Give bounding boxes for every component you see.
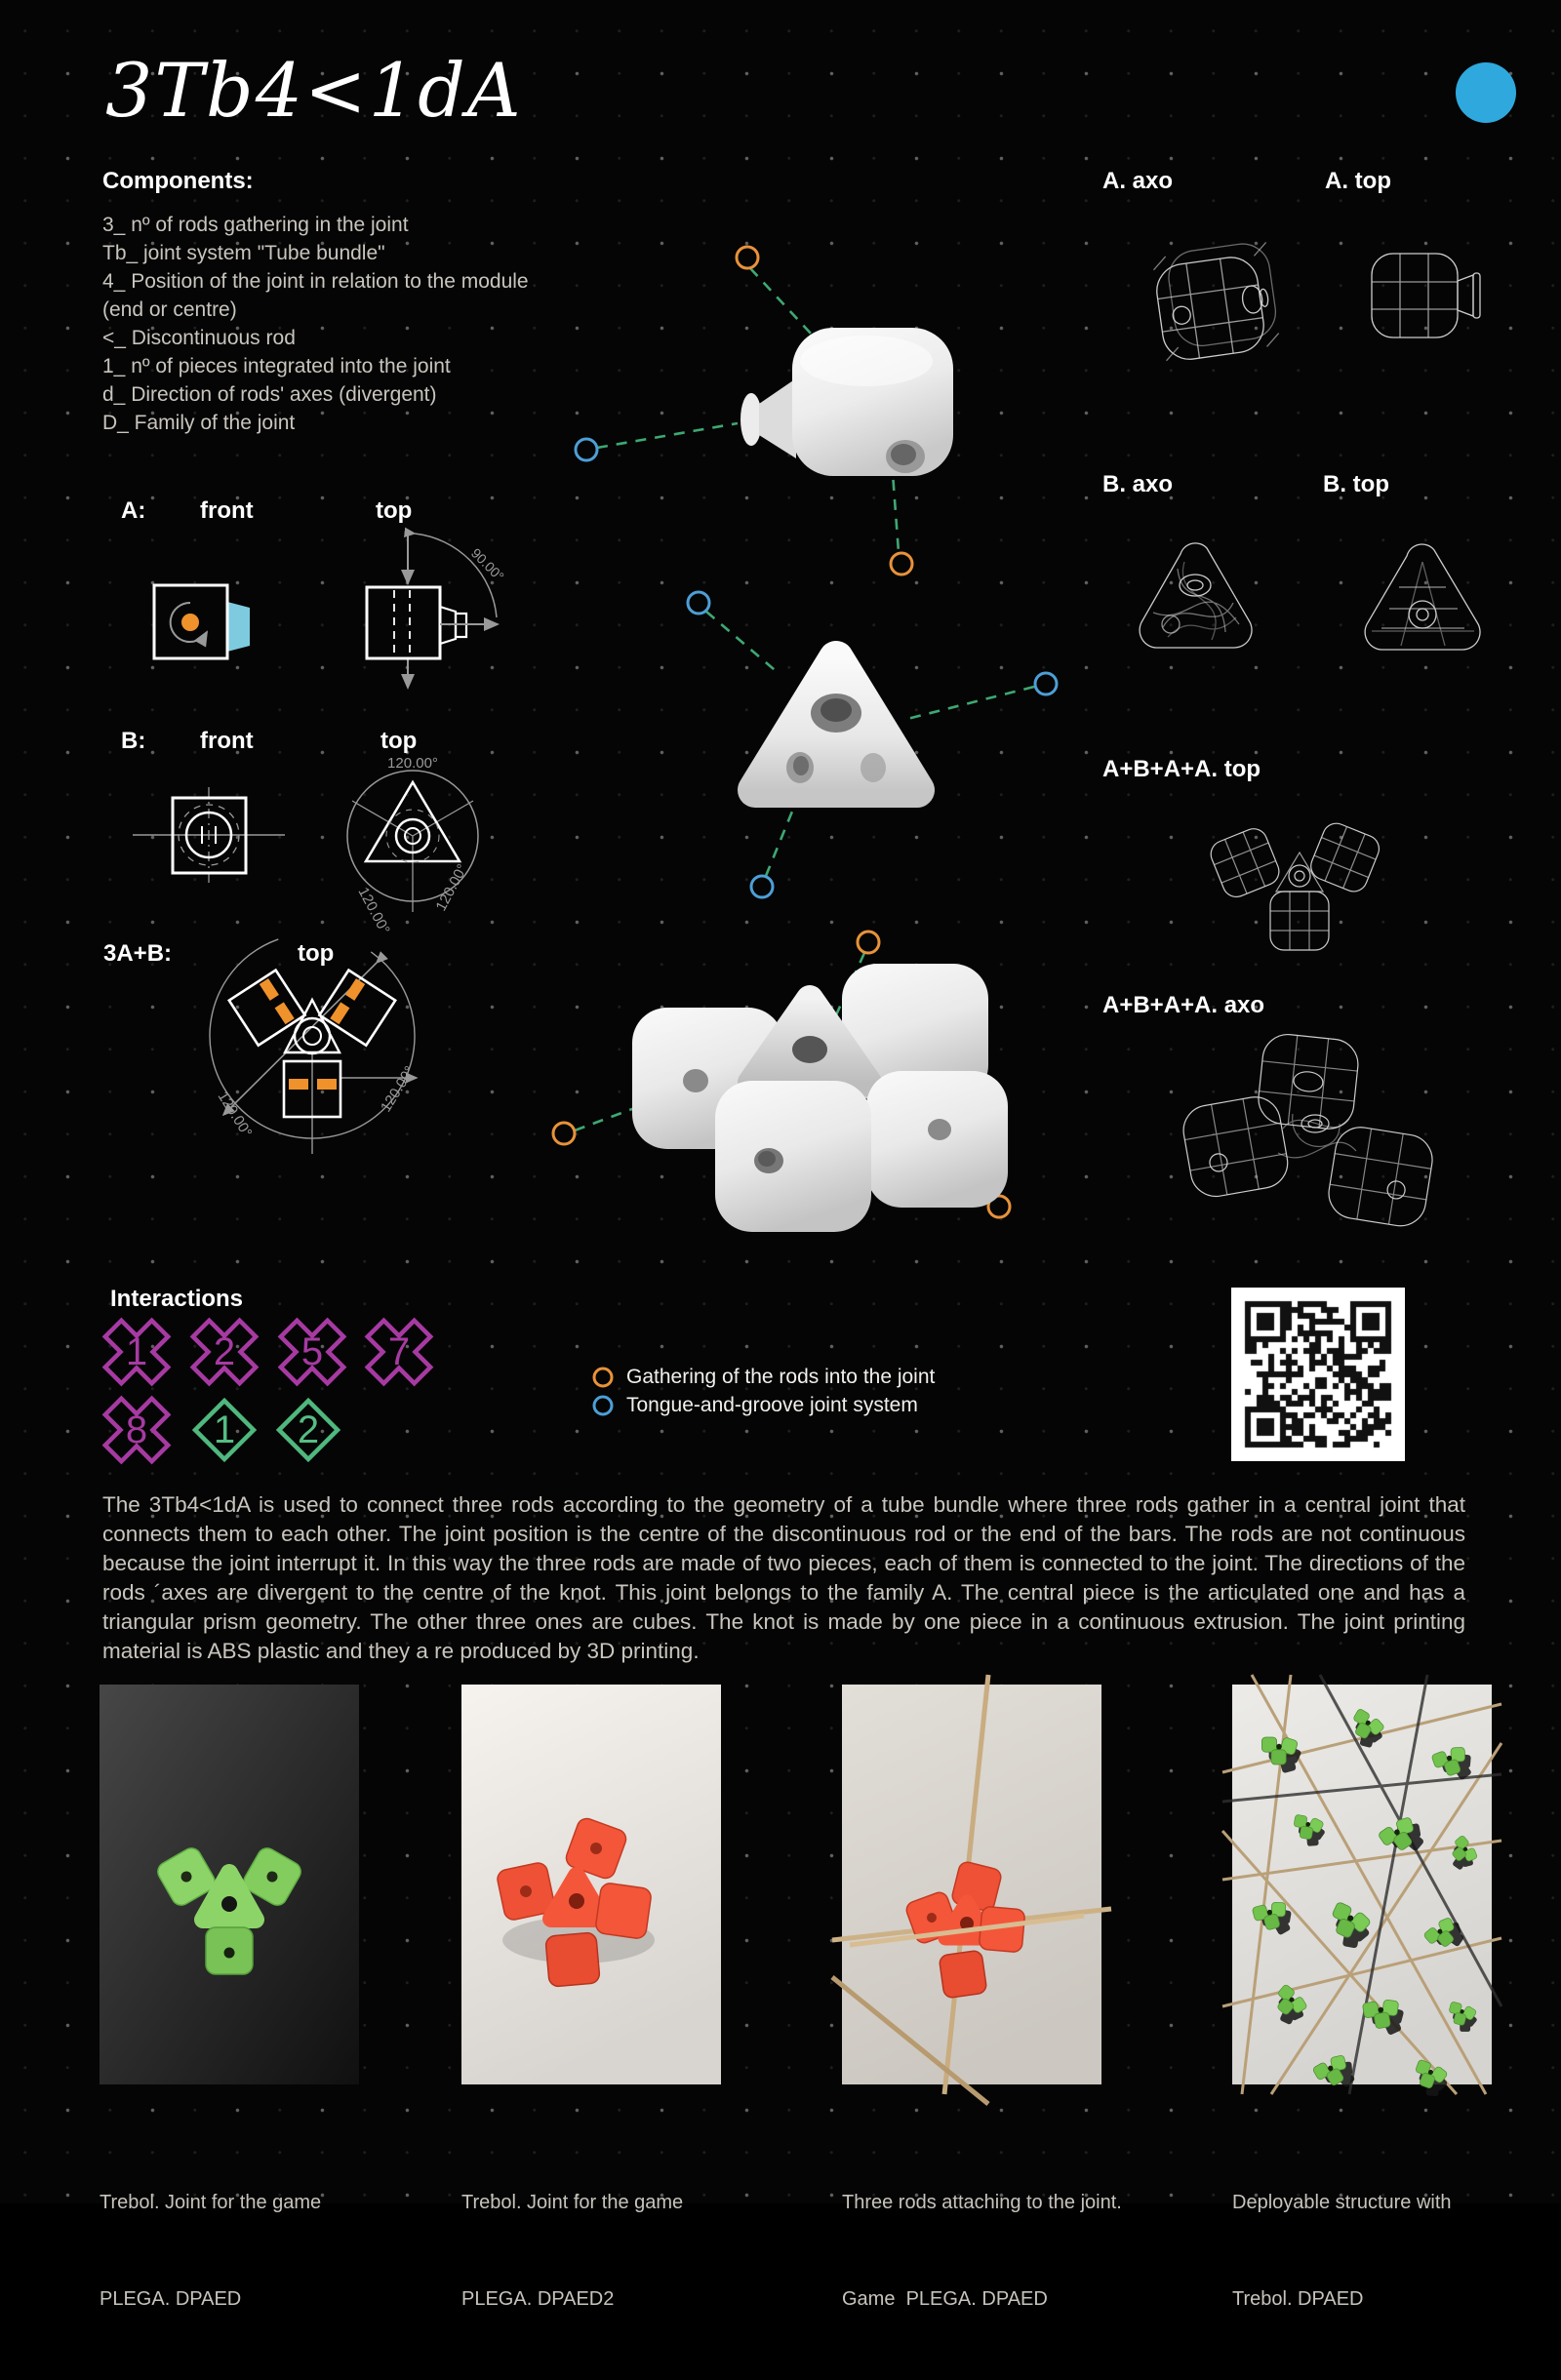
interaction-badge-cross: [101, 1317, 172, 1387]
caption-line: Deployable structure with: [1232, 2192, 1452, 2213]
view-label-b-top: B. top: [1323, 471, 1389, 497]
interaction-badge-diamond: [189, 1395, 260, 1465]
photo-trebol-orange: [461, 1685, 721, 2084]
tongue-groove-node-icon: [688, 592, 709, 614]
angle-label: 120.00°: [432, 861, 471, 914]
drawing-3ab-top-label: top: [298, 940, 335, 967]
legend-label: Tongue-and-groove joint system: [626, 1394, 918, 1416]
list-item: 1_ nº of pieces integrated into the joint: [102, 355, 451, 377]
angle-label: 120.00°: [214, 1089, 256, 1141]
view-label-b-axo: B. axo: [1102, 471, 1174, 497]
blue-circle-icon: [591, 1394, 615, 1417]
qr-code: [1231, 1288, 1405, 1461]
drawing-a-top-label: top: [376, 497, 413, 524]
interaction-number: 5: [300, 1329, 324, 1373]
render-joint-a-cube: [702, 310, 956, 574]
photo-caption: [1232, 2122, 1515, 2380]
interaction-badge-cross: [189, 1317, 260, 1387]
list-item: <_ Discontinuous rod: [102, 327, 296, 349]
interaction-number: 7: [387, 1329, 411, 1373]
interaction-badge-cross: [277, 1317, 347, 1387]
view-label-abaa-top: A+B+A+A. top: [1102, 756, 1261, 782]
tongue-groove-node-icon: [576, 439, 597, 460]
caption-line: PLEGA. DPAED2: [461, 2288, 615, 2310]
photo-caption: [100, 2122, 382, 2380]
gathering-node-icon: [553, 1123, 575, 1144]
drawing-b: [102, 717, 527, 946]
angle-label: 120.00°: [387, 755, 438, 772]
list-item: 3_ nº of rods gathering in the joint: [102, 214, 409, 236]
caption-line: Trebol. Joint for the game: [100, 2192, 322, 2213]
legend-item-gathering: [591, 1363, 935, 1392]
photo-caption: [842, 2122, 1125, 2380]
interaction-badge-cross: [364, 1317, 434, 1387]
interaction-number: 2: [297, 1408, 320, 1451]
interaction-number: 1: [125, 1329, 148, 1373]
caption-line: Trebol. DPAED: [1232, 2288, 1364, 2310]
caption-line: Game PLEGA. DPAED: [842, 2288, 1048, 2310]
interactions-heading: Interactions: [110, 1286, 244, 1312]
angle-label: 90.00°: [467, 544, 507, 584]
photo-caption: [461, 2122, 744, 2380]
drawing-b-top-label: top: [380, 728, 418, 754]
interaction-number: 2: [213, 1329, 236, 1373]
description-paragraph: The 3Tb4<1dA is used to connect three rods according to the geometry of a tube bundle where three rods gather in a central joint that connects them to each other. The joint position is the centre of the discontinuous rod or the end of the bars. The rods are not continuous because the joint interrupt it. In this way the three rods are made of two pieces, each of them is connected to the joint. The directions of the rods ´axes are divergent to the centre of the knot. This joint belongs to the family A. The central piece is the articulated one and has a triangular prism geometry. The other three ones are cubes. The knot is made by one piece in a continuous extrusion. The joint printing material is ABS plastic and they a re produced by 3D printing.: [102, 1492, 1465, 1663]
render-joint-cluster: [603, 934, 1037, 1247]
legend-item-tongue-groove: [591, 1391, 918, 1420]
interaction-number: 8: [125, 1408, 148, 1451]
view-label-a-axo: A. axo: [1102, 168, 1174, 194]
angle-label: 120.00°: [377, 1063, 419, 1116]
view-label-a-top: A. top: [1325, 168, 1391, 194]
orange-circle-icon: [591, 1366, 615, 1389]
caption-line: Three rods attaching to the joint.: [842, 2192, 1122, 2213]
photo-trebol-green: [100, 1685, 359, 2084]
drawing-3ab-label: 3A+B:: [103, 940, 173, 967]
page-title: 3Tb4<1dA: [105, 47, 523, 134]
gathering-node-icon: [737, 247, 758, 268]
legend-label: Gathering of the rods into the joint: [626, 1366, 936, 1388]
interaction-number: 1: [213, 1408, 236, 1451]
render-joint-b-prism: [717, 619, 956, 829]
caption-line: Trebol. Joint for the game: [461, 2192, 684, 2213]
drawing-3ab: [102, 932, 532, 1185]
interaction-badge-cross: [101, 1395, 172, 1465]
list-item: 4_ Position of the joint in relation to the module (end or centre): [102, 270, 529, 321]
list-item: D_ Family of the joint: [102, 412, 296, 434]
interaction-badge-diamond: [273, 1395, 343, 1465]
photo-deployable-structure: [1232, 1685, 1492, 2084]
photo-rods-attaching: [842, 1685, 1101, 2084]
drawing-a-label: A:: [121, 497, 146, 524]
components-heading: Components:: [102, 168, 254, 194]
angle-label: 120.00°: [354, 884, 393, 937]
drawing-a-front-label: front: [200, 497, 254, 524]
tongue-groove-node-icon: [751, 876, 773, 897]
list-item: Tb_ joint system "Tube bundle": [102, 242, 385, 264]
tongue-groove-node-icon: [1035, 673, 1057, 694]
drawing-b-label: B:: [121, 728, 146, 754]
caption-line: PLEGA. DPAED: [100, 2288, 242, 2310]
drawing-a: [102, 493, 522, 702]
drawing-b-front-label: front: [200, 728, 254, 754]
list-item: d_ Direction of rods' axes (divergent): [102, 383, 437, 406]
view-label-abaa-axo: A+B+A+A. axo: [1102, 992, 1265, 1018]
